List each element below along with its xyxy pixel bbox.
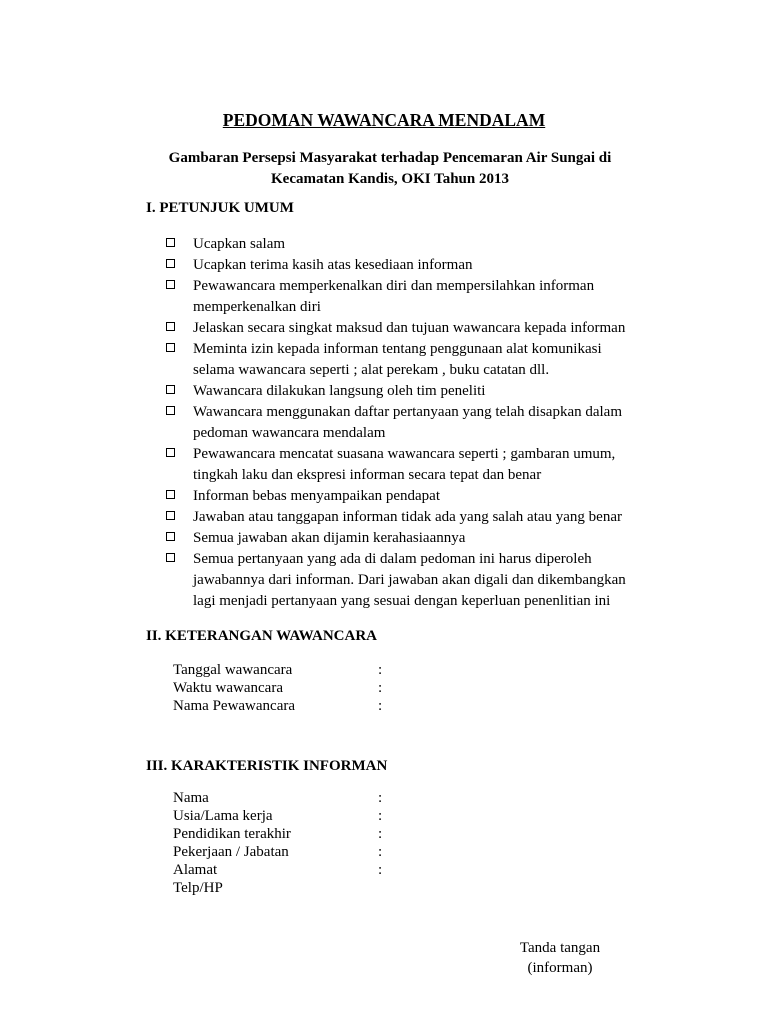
checkbox-icon bbox=[166, 532, 175, 541]
list-item: Semua pertanyaan yang ada di dalam pedoman ini harus diperoleh jawabannya dari informan. Dari jawaban akan digali dan dikembangkan lagi menjadi pertanyaan yang sesuai dengan keperluan penenlitian ini bbox=[166, 549, 666, 612]
list-item: Ucapkan salam bbox=[166, 234, 666, 255]
interview-info-fields bbox=[173, 661, 383, 715]
checkbox-icon bbox=[166, 343, 175, 352]
list-item: Semua jawaban akan dijamin kerahasiaannya bbox=[166, 528, 666, 549]
field-row-nama: Nama : bbox=[173, 790, 383, 806]
list-item: Informan bebas menyampaikan pendapat bbox=[166, 486, 666, 507]
subtitle-line-2: Kecamatan Kandis, OKI Tahun 2013 bbox=[271, 171, 509, 187]
document-subtitle bbox=[150, 148, 630, 190]
list-item: Jelaskan secara singkat maksud dan tujuan wawancara kepada informan bbox=[166, 318, 666, 339]
signature-block bbox=[500, 938, 620, 978]
field-row-alamat: Alamat : bbox=[173, 862, 383, 878]
field-row-usia: Usia/Lama kerja : bbox=[173, 808, 383, 824]
informant-fields bbox=[173, 789, 383, 897]
subtitle-line-1: Gambaran Persepsi Masyarakat terhadap Pencemaran Air Sungai di bbox=[168, 150, 612, 166]
field-row-pekerjaan: Pekerjaan / Jabatan : bbox=[173, 844, 383, 860]
list-item: Pewawancara memperkenalkan diri dan mempersilahkan informan memperkenalkan diri bbox=[166, 276, 666, 318]
section-heading-karakteristik-informan: III. KARAKTERISTIK INFORMAN bbox=[146, 758, 388, 774]
checkbox-icon bbox=[166, 280, 175, 289]
field-row-pendidikan: Pendidikan terakhir : bbox=[173, 826, 383, 842]
checkbox-icon bbox=[166, 385, 175, 394]
signature-label: Tanda tangan bbox=[519, 940, 601, 956]
document-title: PEDOMAN WAWANCARA MENDALAM bbox=[222, 110, 546, 130]
signature-role: (informan) bbox=[527, 960, 593, 976]
list-item: Wawancara dilakukan langsung oleh tim peneliti bbox=[166, 381, 666, 402]
field-row-tanggal: Tanggal wawancara : bbox=[173, 662, 383, 678]
checkbox-icon bbox=[166, 490, 175, 499]
section-heading-petunjuk-umum: I. PETUNJUK UMUM bbox=[146, 200, 294, 216]
checkbox-icon bbox=[166, 448, 175, 457]
checkbox-icon bbox=[166, 511, 175, 520]
field-row-waktu: Waktu wawancara : bbox=[173, 680, 383, 696]
section-heading-keterangan-wawancara: II. KETERANGAN WAWANCARA bbox=[146, 628, 378, 644]
checkbox-icon bbox=[166, 406, 175, 415]
list-item: Ucapkan terima kasih atas kesediaan informan bbox=[166, 255, 666, 276]
checkbox-icon bbox=[166, 553, 175, 562]
field-row-telp: Telp/HP bbox=[173, 880, 223, 896]
list-item: Pewawancara mencatat suasana wawancara seperti ; gambaran umum, tingkah laku dan ekspresi informan secara tepat dan benar bbox=[166, 444, 666, 486]
field-row-nama-pewawancara: Nama Pewawancara : bbox=[173, 698, 383, 714]
instruction-list bbox=[166, 234, 666, 612]
list-item: Wawancara menggunakan daftar pertanyaan yang telah disapkan dalam pedoman wawancara mendalam bbox=[166, 402, 666, 444]
checkbox-icon bbox=[166, 259, 175, 268]
list-item: Meminta izin kepada informan tentang penggunaan alat komunikasi selama wawancara seperti ; alat perekam , buku catatan dll. bbox=[166, 339, 666, 381]
list-item: Jawaban atau tanggapan informan tidak ada yang salah atau yang benar bbox=[166, 507, 666, 528]
checkbox-icon bbox=[166, 322, 175, 331]
checkbox-icon bbox=[166, 238, 175, 247]
